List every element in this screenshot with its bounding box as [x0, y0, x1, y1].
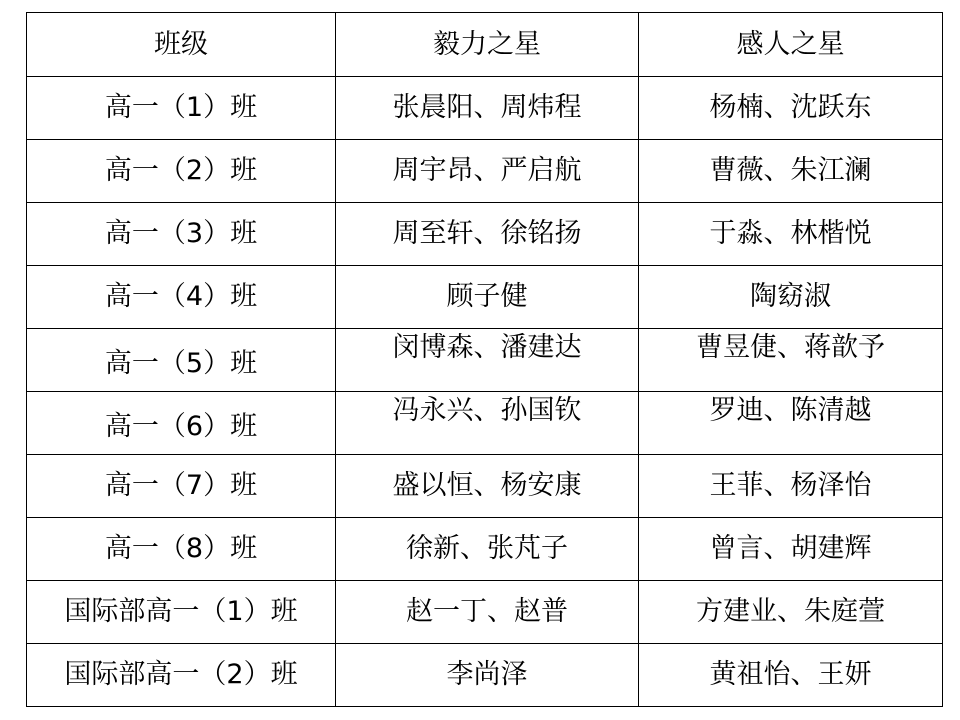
touching-star-cell: 曾言、胡建辉 [639, 518, 943, 581]
touching-star-cell: 杨楠、沈跃东 [639, 77, 943, 140]
perseverance-star-cell: 赵一丁、赵普 [336, 581, 639, 644]
perseverance-star-cell: 周宇昂、严启航 [336, 140, 639, 203]
perseverance-star-text: 冯永兴、孙国钦 [392, 395, 582, 427]
table-row [27, 392, 943, 455]
table-row [27, 581, 943, 644]
touching-star-text: 罗迪、陈清越 [709, 395, 872, 427]
perseverance-star-text: 闵博森、潘建达 [392, 332, 582, 364]
awards-table [26, 12, 943, 707]
table-row [27, 644, 943, 707]
class-cell: 高一（3）班 [27, 203, 336, 266]
touching-star-cell: 王菲、杨泽怡 [639, 455, 943, 518]
table-row [27, 140, 943, 203]
touching-star-cell: 陶窈淑 [639, 266, 943, 329]
table-row [27, 455, 943, 518]
table-row [27, 266, 943, 329]
class-cell: 高一（2）班 [27, 140, 336, 203]
perseverance-star-cell: 盛以恒、杨安康 [336, 455, 639, 518]
touching-star-cell [639, 329, 943, 392]
perseverance-star-cell [336, 329, 639, 392]
class-text: 高一（6）班 [104, 411, 258, 443]
header-class: 班级 [27, 13, 336, 77]
table-row [27, 329, 943, 392]
touching-star-text: 曹昱倢、蒋歆予 [696, 332, 885, 364]
touching-star-cell: 于淼、林楷悦 [639, 203, 943, 266]
touching-star-cell: 曹薇、朱江澜 [639, 140, 943, 203]
class-cell: 高一（7）班 [27, 455, 336, 518]
class-cell: 高一（4）班 [27, 266, 336, 329]
table-row [27, 77, 943, 140]
perseverance-star-cell: 张晨阳、周炜程 [336, 77, 639, 140]
header-row [27, 13, 943, 77]
table-row [27, 518, 943, 581]
class-cell: 国际部高一（2）班 [27, 644, 336, 707]
header-perseverance-star: 毅力之星 [336, 13, 639, 77]
class-cell: 高一（8）班 [27, 518, 336, 581]
touching-star-cell: 黄祖怡、王妍 [639, 644, 943, 707]
perseverance-star-cell: 周至轩、徐铭扬 [336, 203, 639, 266]
class-cell: 国际部高一（1）班 [27, 581, 336, 644]
class-cell [27, 329, 336, 392]
class-cell: 高一（1）班 [27, 77, 336, 140]
touching-star-cell: 方建业、朱庭萱 [639, 581, 943, 644]
table-row [27, 203, 943, 266]
class-cell [27, 392, 336, 455]
header-touching-star: 感人之星 [639, 13, 943, 77]
touching-star-cell [639, 392, 943, 455]
perseverance-star-cell: 顾子健 [336, 266, 639, 329]
perseverance-star-cell: 徐新、张芃子 [336, 518, 639, 581]
perseverance-star-cell: 李尚泽 [336, 644, 639, 707]
class-text: 高一（5）班 [104, 348, 258, 380]
perseverance-star-cell [336, 392, 639, 455]
